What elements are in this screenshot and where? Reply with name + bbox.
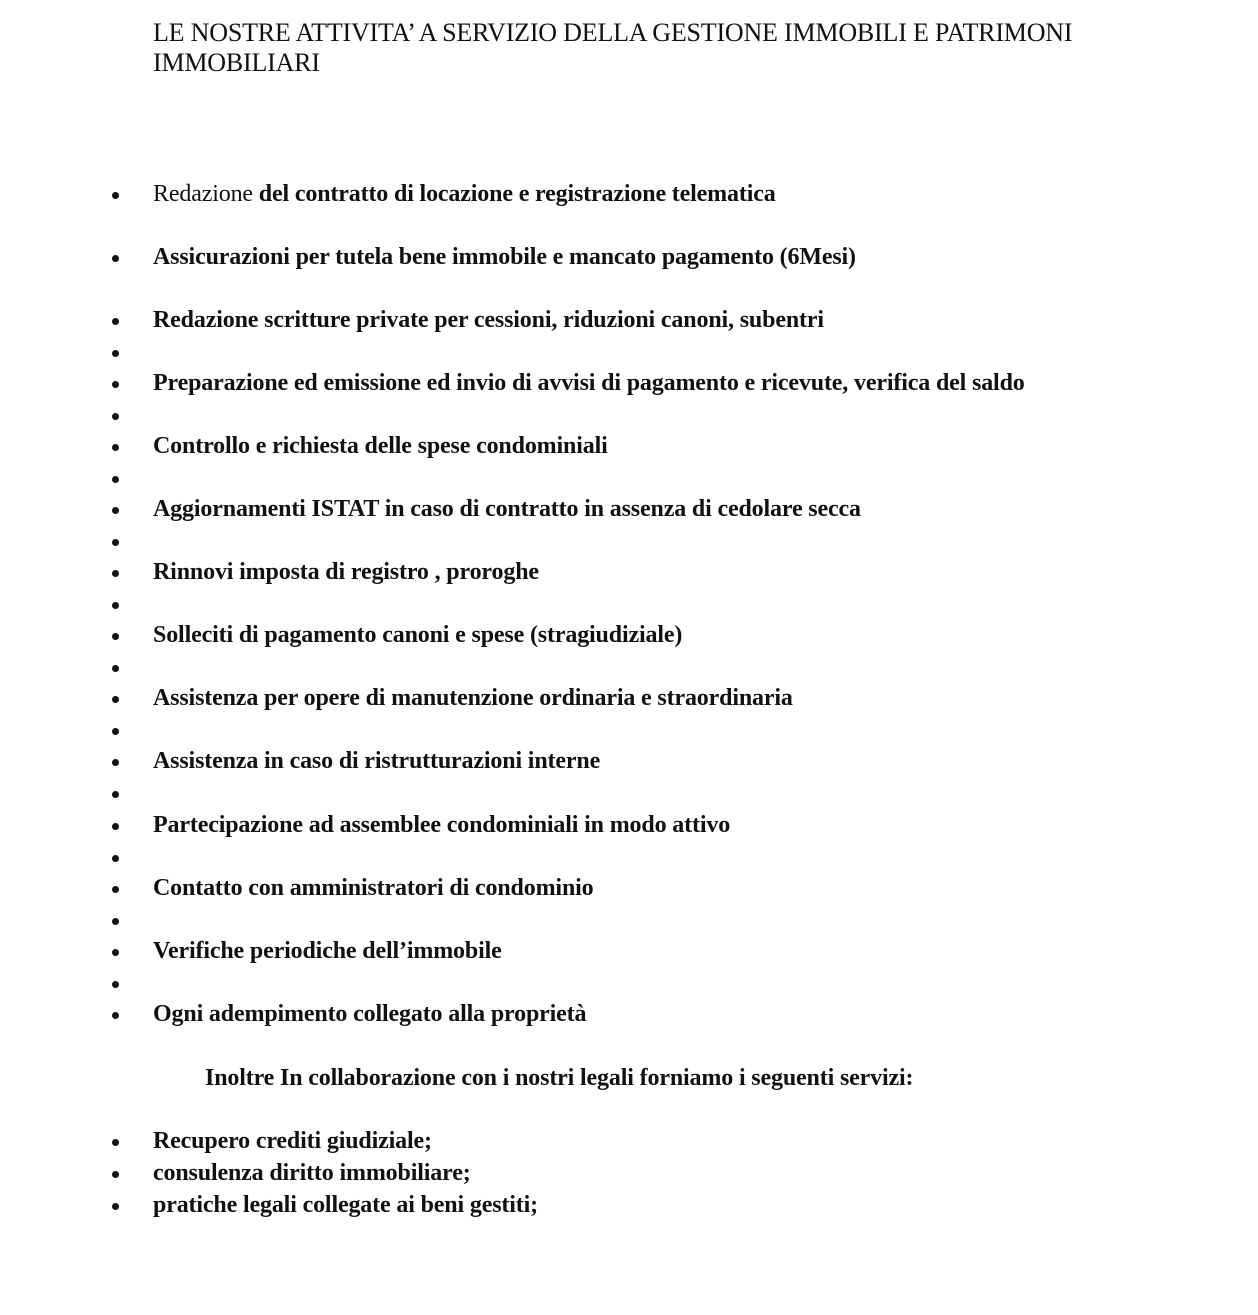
legal-item-text: consulenza diritto immobiliare; (153, 1160, 471, 1186)
bullet-icon (110, 726, 120, 736)
bullet-icon (110, 1010, 120, 1020)
list-item (0, 495, 1258, 527)
item-text: Redazione scritture private per cessioni, riduzioni canoni, subentri (153, 307, 824, 333)
bullet-icon (110, 979, 120, 989)
bullet-icon (110, 348, 120, 358)
list-item (0, 243, 1258, 275)
item-text: Assistenza in caso di ristrutturazioni interne (153, 748, 601, 774)
item-text: Verifiche periodiche dell’immobile (153, 938, 502, 964)
bullet-icon (110, 442, 120, 452)
bullet-icon (110, 821, 120, 831)
empty-list-item (0, 464, 1258, 496)
list-item (0, 1000, 1258, 1032)
bullet-icon (110, 316, 120, 326)
item-text: Contatto con amministratori di condominio (153, 875, 594, 901)
item-text: del contratto di locazione e registrazione telematica (258, 181, 776, 207)
legal-item-text: Recupero crediti giudiziale; (153, 1128, 432, 1154)
item-lead: Redazione (153, 181, 259, 207)
item-text: Controllo e richiesta delle spese condominiali (153, 433, 608, 459)
list-item (0, 180, 1258, 212)
list-item (0, 937, 1258, 969)
bullet-icon (110, 853, 120, 863)
item-text: Rinnovi imposta di registro , proroghe (153, 559, 539, 585)
bullet-icon (110, 631, 120, 641)
document-title: LE NOSTRE ATTIVITA’ A SERVIZIO DELLA GESTIONE IMMOBILI E PATRIMONI IMMOBILIARI (153, 18, 1073, 77)
bullet-icon (110, 253, 120, 263)
empty-list-item (0, 527, 1258, 559)
empty-list-item (0, 590, 1258, 622)
legal-item-text: pratiche legali collegate ai beni gestiti; (153, 1192, 538, 1218)
bullet-icon (110, 1201, 120, 1211)
empty-list-item (0, 338, 1258, 370)
list-item (0, 747, 1258, 779)
item-text: Ogni adempimento collegato alla proprietà (153, 1001, 587, 1027)
list-item (0, 874, 1258, 906)
list-item (0, 558, 1258, 590)
list-item (0, 369, 1258, 401)
bullet-icon (110, 916, 120, 926)
bullet-icon (110, 1169, 120, 1179)
legal-list-item (0, 1127, 1258, 1159)
item-text: Assicurazioni per tutela bene immobile e mancato pagamento (6Mesi) (153, 244, 856, 270)
bullet-icon (110, 757, 120, 767)
list-item (0, 432, 1258, 464)
bullet-icon (110, 884, 120, 894)
bullet-icon (110, 537, 120, 547)
bullet-icon (110, 663, 120, 673)
list-item (0, 811, 1258, 843)
item-text: Partecipazione ad assemblee condominiali in modo attivo (153, 812, 731, 838)
bullet-icon (110, 568, 120, 578)
list-item (0, 306, 1258, 338)
list-item (0, 621, 1258, 653)
bullet-icon (110, 411, 120, 421)
item-text: Solleciti di pagamento canoni e spese (stragiudiziale) (153, 622, 683, 648)
empty-list-item (0, 843, 1258, 875)
item-text: Assistenza per opere di manutenzione ordinaria e straordinaria (153, 685, 793, 711)
legal-list-item (0, 1191, 1258, 1223)
list-item (0, 684, 1258, 716)
empty-list-item (0, 716, 1258, 748)
bullet-icon (110, 600, 120, 610)
empty-list-item (0, 969, 1258, 1001)
empty-list-item (0, 779, 1258, 811)
empty-list-item (0, 401, 1258, 433)
bullet-icon (110, 474, 120, 484)
bullet-icon (110, 789, 120, 799)
bullet-icon (110, 1137, 120, 1147)
empty-list-item (0, 653, 1258, 685)
bullet-icon (110, 379, 120, 389)
legal-list-item (0, 1159, 1258, 1191)
item-text: Aggiornamenti ISTAT in caso di contratto in assenza di cedolare secca (153, 496, 861, 522)
bullet-icon (110, 694, 120, 704)
bullet-icon (110, 505, 120, 515)
legal-services-intro: Inoltre In collaborazione con i nostri legali forniamo i seguenti servizi: (205, 1065, 914, 1091)
bullet-icon (110, 190, 120, 200)
item-text: Preparazione ed emissione ed invio di avvisi di pagamento e ricevute, verifica del saldo (153, 370, 1025, 396)
empty-list-item (0, 906, 1258, 938)
bullet-icon (110, 947, 120, 957)
